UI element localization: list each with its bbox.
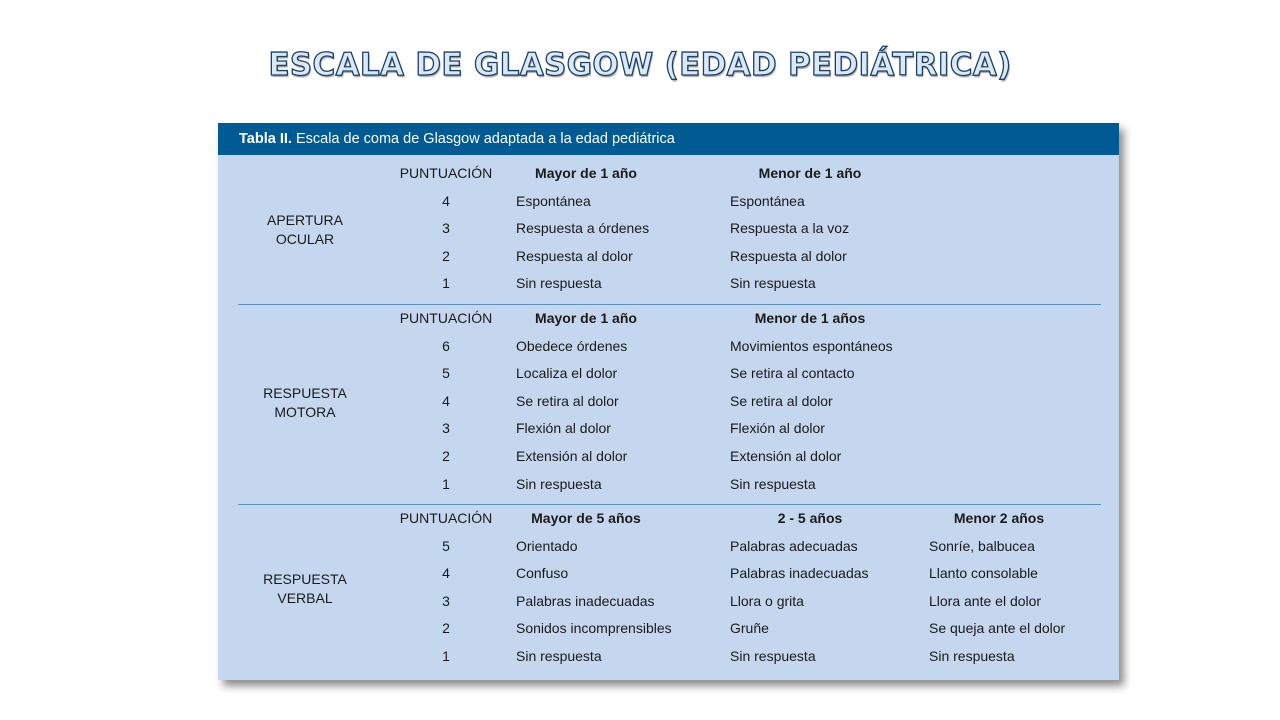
- section-label-line: OCULAR: [275, 231, 335, 247]
- table-row: [218, 416, 1119, 444]
- col-b-cell: Movimientos espontáneos: [730, 337, 893, 354]
- score-cell: 4: [442, 565, 450, 582]
- col-a-cell: Sonidos incomprensibles: [516, 620, 672, 637]
- table-caption: [218, 123, 1119, 155]
- section-label-line: APERTURA: [267, 212, 343, 228]
- table-row: [218, 389, 1119, 417]
- table-caption-number: Tabla II.: [239, 131, 292, 147]
- score-cell: 2: [442, 247, 450, 264]
- col-b-cell: Sin respuesta: [730, 475, 816, 492]
- section-header-row: [218, 161, 1119, 189]
- col-b-cell: Se retira al contacto: [730, 365, 855, 382]
- col-b-cell: Respuesta al dolor: [730, 247, 847, 264]
- col-b-cell: Espontánea: [730, 192, 805, 209]
- column-header: PUNTUACIÓN: [399, 310, 493, 326]
- score-cell: 3: [442, 220, 450, 237]
- col-a-cell: Palabras inadecuadas: [516, 592, 655, 609]
- column-header: Menor de 1 año: [758, 165, 862, 181]
- column-header: Menor 2 años: [953, 510, 1045, 526]
- col-c-cell: Llanto consolable: [929, 565, 1038, 582]
- score-cell: 3: [442, 592, 450, 609]
- score-cell: 1: [442, 475, 450, 492]
- column-header: PUNTUACIÓN: [399, 510, 493, 526]
- table-row: [218, 334, 1119, 362]
- section-header-row: [218, 306, 1119, 334]
- col-b-cell: Palabras inadecuadas: [730, 565, 869, 582]
- col-b-cell: Respuesta a la voz: [730, 220, 850, 237]
- table-row: [218, 216, 1119, 244]
- score-cell: 4: [442, 392, 450, 409]
- score-cell: 5: [442, 537, 450, 554]
- table-row: [218, 616, 1119, 644]
- col-a-cell: Confuso: [516, 565, 569, 582]
- col-b-cell: Extensión al dolor: [730, 448, 842, 464]
- col-a-cell: Orientado: [516, 537, 578, 554]
- column-header: PUNTUACIÓN: [399, 165, 493, 181]
- table-row: [218, 189, 1119, 217]
- col-c-cell: Sonríe, balbucea: [929, 537, 1035, 554]
- table-row: [218, 244, 1119, 272]
- col-a-cell: Sin respuesta: [516, 648, 602, 664]
- col-a-cell: Se retira al dolor: [516, 392, 619, 409]
- table-row: [218, 271, 1119, 299]
- col-b-cell: Llora o grita: [730, 592, 804, 609]
- table-row: [218, 589, 1119, 617]
- table-caption-text: Escala de coma de Glasgow adaptada a la edad pediátrica: [295, 131, 675, 147]
- column-header: Menor de 1 años: [754, 310, 866, 326]
- col-c-cell: Llora ante el dolor: [929, 592, 1042, 609]
- col-b-cell: Sin respuesta: [730, 275, 816, 292]
- col-a-cell: Flexión al dolor: [516, 420, 611, 437]
- col-b-cell: Gruñe: [730, 620, 769, 637]
- score-cell: 2: [442, 620, 450, 637]
- col-b-cell: Sin respuesta: [730, 648, 816, 664]
- section-label-line: RESPUESTA: [263, 570, 347, 587]
- score-cell: 1: [442, 275, 450, 292]
- section-label-line: VERBAL: [277, 589, 333, 606]
- col-c-cell: Se queja ante el dolor: [929, 620, 1066, 637]
- section-divider: [238, 304, 1101, 305]
- score-cell: 3: [442, 420, 450, 437]
- section-divider: [238, 504, 1101, 505]
- col-a-cell: Respuesta a órdenes: [516, 220, 650, 237]
- column-header: 2 - 5 años: [777, 510, 843, 526]
- col-a-cell: Sin respuesta: [516, 275, 602, 292]
- section-label-line: MOTORA: [274, 403, 336, 420]
- col-a-cell: Espontánea: [516, 192, 591, 209]
- col-a-cell: Extensión al dolor: [516, 448, 628, 464]
- column-header: Mayor de 1 año: [535, 310, 637, 326]
- section-label-line: RESPUESTA: [263, 384, 347, 401]
- table-row: [218, 361, 1119, 389]
- col-a-cell: Obedece órdenes: [516, 337, 628, 354]
- col-a-cell: Respuesta al dolor: [516, 247, 633, 264]
- column-header: Mayor de 5 años: [531, 510, 641, 526]
- slide-title: ESCALA DE GLASGOW (EDAD PEDIÁTRICA): [268, 47, 1012, 83]
- col-a-cell: Sin respuesta: [516, 475, 602, 492]
- table-row: [218, 534, 1119, 562]
- table-row: [218, 644, 1119, 672]
- col-b-cell: Se retira al dolor: [730, 392, 833, 409]
- score-cell: 2: [442, 448, 450, 464]
- table-row: [218, 561, 1119, 589]
- section-header-row: [218, 506, 1119, 534]
- col-b-cell: Palabras adecuadas: [730, 537, 858, 554]
- col-a-cell: Localiza el dolor: [516, 365, 618, 382]
- score-cell: 5: [442, 365, 450, 382]
- score-cell: 6: [442, 337, 450, 354]
- glasgow-table: [218, 123, 1119, 680]
- score-cell: 1: [442, 648, 450, 664]
- table-row: [218, 444, 1119, 472]
- column-header: Mayor de 1 año: [535, 165, 637, 181]
- col-c-cell: Sin respuesta: [929, 648, 1015, 664]
- table-row: [218, 472, 1119, 500]
- col-b-cell: Flexión al dolor: [730, 420, 825, 437]
- score-cell: 4: [442, 192, 450, 209]
